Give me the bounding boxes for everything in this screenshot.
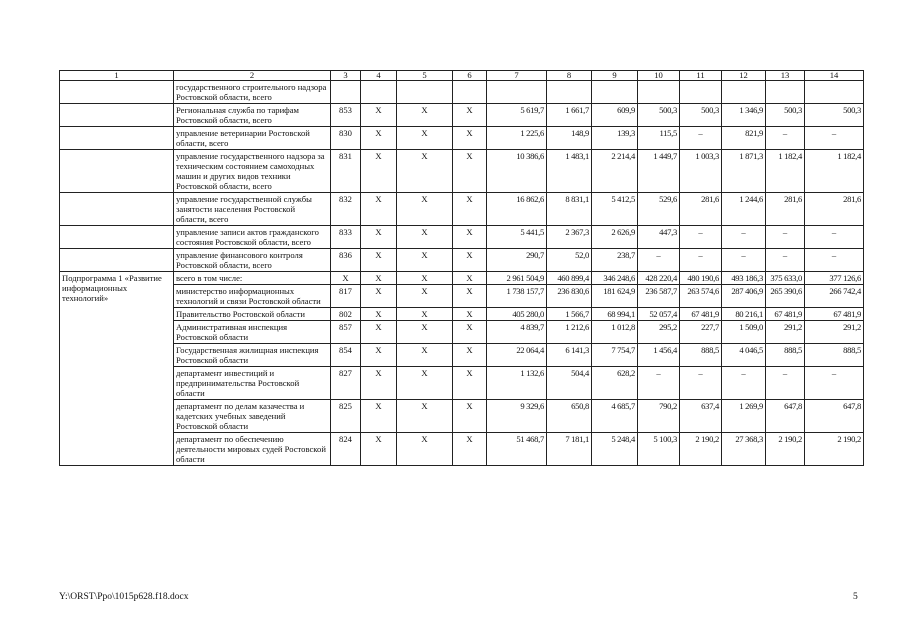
marker-cell: Х xyxy=(397,226,453,249)
amount-cell: 1 509,0 xyxy=(722,321,766,344)
marker-cell: Х xyxy=(361,193,397,226)
executor-name: управление записи актов гражданского состояния Ростовской области, всего xyxy=(174,226,331,249)
marker-cell: Х xyxy=(397,367,453,400)
marker-cell: Х xyxy=(361,104,397,127)
amount-cell: 1 132,6 xyxy=(487,367,547,400)
executor-name: управление финансового контроля Ростовской области, всего xyxy=(174,249,331,272)
amount-cell: 493 186,3 xyxy=(722,272,766,285)
marker-cell: Х xyxy=(453,127,487,150)
amount-cell: 27 368,3 xyxy=(722,433,766,466)
amount-cell: 148,9 xyxy=(547,127,592,150)
amount-cell: 2 190,2 xyxy=(766,433,805,466)
amount-cell: 888,5 xyxy=(805,344,864,367)
marker-cell: Х xyxy=(453,249,487,272)
amount-cell: – xyxy=(805,249,864,272)
amount-cell: 500,3 xyxy=(805,104,864,127)
amount-cell: 51 468,7 xyxy=(487,433,547,466)
executor-name: государственного строительного надзора Ростовской области, всего xyxy=(174,81,331,104)
code-cell: Х xyxy=(331,272,361,285)
amount-cell: 265 390,6 xyxy=(766,285,805,308)
executor-name: всего в том числе: xyxy=(174,272,331,285)
code-cell xyxy=(331,81,361,104)
column-number-5: 5 xyxy=(397,71,453,81)
amount-cell: 1 003,3 xyxy=(680,150,722,193)
marker-cell: Х xyxy=(397,150,453,193)
amount-cell: 263 574,6 xyxy=(680,285,722,308)
amount-cell: 1 182,4 xyxy=(766,150,805,193)
table-row xyxy=(60,127,864,150)
code-cell: 802 xyxy=(331,308,361,321)
amount-cell: 5 248,4 xyxy=(592,433,638,466)
executor-name: департамент по делам казачества и кадетских учебных заведений Ростовской области xyxy=(174,400,331,433)
amount-cell xyxy=(638,81,680,104)
table-row xyxy=(60,433,864,466)
table-row xyxy=(60,81,864,104)
amount-cell: 5 441,5 xyxy=(487,226,547,249)
amount-cell: 1 012,8 xyxy=(592,321,638,344)
column-number-12: 12 xyxy=(722,71,766,81)
amount-cell: 1 738 157,7 xyxy=(487,285,547,308)
amount-cell: 139,3 xyxy=(592,127,638,150)
marker-cell: Х xyxy=(453,433,487,466)
marker-cell: Х xyxy=(453,193,487,226)
amount-cell: 295,2 xyxy=(638,321,680,344)
marker-cell: Х xyxy=(397,193,453,226)
table-row xyxy=(60,150,864,193)
code-cell: 830 xyxy=(331,127,361,150)
amount-cell: 281,6 xyxy=(805,193,864,226)
amount-cell: 266 742,4 xyxy=(805,285,864,308)
amount-cell: – xyxy=(680,367,722,400)
amount-cell: – xyxy=(805,367,864,400)
marker-cell: Х xyxy=(453,367,487,400)
amount-cell: – xyxy=(722,249,766,272)
marker-cell: Х xyxy=(397,127,453,150)
marker-cell: Х xyxy=(361,226,397,249)
amount-cell: 68 994,1 xyxy=(592,308,638,321)
amount-cell: 377 126,6 xyxy=(805,272,864,285)
amount-cell: 1 456,4 xyxy=(638,344,680,367)
marker-cell: Х xyxy=(361,308,397,321)
marker-cell: Х xyxy=(361,400,397,433)
marker-cell: Х xyxy=(453,285,487,308)
marker-cell: Х xyxy=(361,272,397,285)
amount-cell: 500,3 xyxy=(638,104,680,127)
amount-cell: – xyxy=(680,249,722,272)
column-number-9: 9 xyxy=(592,71,638,81)
amount-cell: 2 190,2 xyxy=(680,433,722,466)
program-name xyxy=(60,150,174,193)
code-cell: 832 xyxy=(331,193,361,226)
code-cell: 857 xyxy=(331,321,361,344)
amount-cell: 5 412,5 xyxy=(592,193,638,226)
code-cell: 853 xyxy=(331,104,361,127)
amount-cell xyxy=(722,81,766,104)
amount-cell: – xyxy=(805,127,864,150)
amount-cell: 4 685,7 xyxy=(592,400,638,433)
amount-cell: 281,6 xyxy=(680,193,722,226)
table-row xyxy=(60,400,864,433)
amount-cell: – xyxy=(638,367,680,400)
amount-cell: 67 481,9 xyxy=(805,308,864,321)
page-number: 5 xyxy=(853,592,858,602)
amount-cell: – xyxy=(722,226,766,249)
amount-cell: 1 346,9 xyxy=(722,104,766,127)
amount-cell: 428 220,4 xyxy=(638,272,680,285)
column-number-3: 3 xyxy=(331,71,361,81)
amount-cell: 8 831,1 xyxy=(547,193,592,226)
amount-cell xyxy=(547,81,592,104)
amount-cell: 1 244,6 xyxy=(722,193,766,226)
marker-cell: Х xyxy=(397,249,453,272)
amount-cell: 287 406,9 xyxy=(722,285,766,308)
amount-cell: 2 367,3 xyxy=(547,226,592,249)
table-row xyxy=(60,193,864,226)
amount-cell: 4 839,7 xyxy=(487,321,547,344)
program-name xyxy=(60,127,174,150)
marker-cell: Х xyxy=(361,367,397,400)
executor-name: Региональная служба по тарифам Ростовской области, всего xyxy=(174,104,331,127)
column-number-1: 1 xyxy=(60,71,174,81)
program-name xyxy=(60,193,174,226)
table-row xyxy=(60,321,864,344)
marker-cell: Х xyxy=(453,344,487,367)
amount-cell xyxy=(680,81,722,104)
amount-cell: 2 190,2 xyxy=(805,433,864,466)
amount-cell: 2 961 504,9 xyxy=(487,272,547,285)
marker-cell: Х xyxy=(361,344,397,367)
amount-cell: – xyxy=(766,367,805,400)
amount-cell: 80 216,1 xyxy=(722,308,766,321)
marker-cell: Х xyxy=(397,433,453,466)
amount-cell: 67 481,9 xyxy=(680,308,722,321)
executor-name: управление государственного надзора за техническим состоянием самоходных машин и других видов техники Ростовской области, всего xyxy=(174,150,331,193)
marker-cell: Х xyxy=(361,321,397,344)
column-number-14: 14 xyxy=(805,71,864,81)
amount-cell: 647,8 xyxy=(766,400,805,433)
marker-cell: Х xyxy=(453,104,487,127)
amount-cell: 291,2 xyxy=(805,321,864,344)
table-row xyxy=(60,226,864,249)
amount-cell: 6 141,3 xyxy=(547,344,592,367)
executor-name: управление государственной службы занятости населения Ростовской области, всего xyxy=(174,193,331,226)
amount-cell: 888,5 xyxy=(680,344,722,367)
program-name xyxy=(60,226,174,249)
column-number-10: 10 xyxy=(638,71,680,81)
amount-cell: 1 566,7 xyxy=(547,308,592,321)
marker-cell xyxy=(453,81,487,104)
column-number-6: 6 xyxy=(453,71,487,81)
amount-cell: 405 280,0 xyxy=(487,308,547,321)
code-cell: 817 xyxy=(331,285,361,308)
amount-cell: – xyxy=(766,127,805,150)
program-name xyxy=(60,81,174,104)
executor-name: Правительство Ростовской области xyxy=(174,308,331,321)
amount-cell: 2 214,4 xyxy=(592,150,638,193)
marker-cell: Х xyxy=(361,433,397,466)
marker-cell: Х xyxy=(453,308,487,321)
amount-cell: 1 483,1 xyxy=(547,150,592,193)
marker-cell: Х xyxy=(397,285,453,308)
amount-cell: 529,6 xyxy=(638,193,680,226)
executor-name: департамент инвестиций и предпринимательства Ростовской области xyxy=(174,367,331,400)
amount-cell xyxy=(805,81,864,104)
amount-cell: 16 862,6 xyxy=(487,193,547,226)
amount-cell: 500,3 xyxy=(680,104,722,127)
code-cell: 824 xyxy=(331,433,361,466)
amount-cell: 346 248,6 xyxy=(592,272,638,285)
amount-cell: 7 754,7 xyxy=(592,344,638,367)
marker-cell: Х xyxy=(361,150,397,193)
code-cell: 833 xyxy=(331,226,361,249)
marker-cell: Х xyxy=(397,104,453,127)
column-number-7: 7 xyxy=(487,71,547,81)
amount-cell: 5 100,3 xyxy=(638,433,680,466)
marker-cell: Х xyxy=(453,400,487,433)
amount-cell: 1 661,7 xyxy=(547,104,592,127)
amount-cell: – xyxy=(680,127,722,150)
code-cell: 825 xyxy=(331,400,361,433)
code-cell: 831 xyxy=(331,150,361,193)
amount-cell xyxy=(487,81,547,104)
amount-cell xyxy=(766,81,805,104)
amount-cell: 650,8 xyxy=(547,400,592,433)
marker-cell: Х xyxy=(453,226,487,249)
amount-cell: 500,3 xyxy=(766,104,805,127)
budget-table xyxy=(59,70,864,466)
executor-name: Государственная жилищная инспекция Ростовской области xyxy=(174,344,331,367)
amount-cell: – xyxy=(766,249,805,272)
amount-cell: 52,0 xyxy=(547,249,592,272)
amount-cell: 821,9 xyxy=(722,127,766,150)
marker-cell: Х xyxy=(397,321,453,344)
amount-cell xyxy=(592,81,638,104)
amount-cell: 460 899,4 xyxy=(547,272,592,285)
amount-cell: 238,7 xyxy=(592,249,638,272)
code-cell: 827 xyxy=(331,367,361,400)
table-row xyxy=(60,308,864,321)
table-row xyxy=(60,104,864,127)
marker-cell: Х xyxy=(453,150,487,193)
amount-cell: 375 633,0 xyxy=(766,272,805,285)
amount-cell: 637,4 xyxy=(680,400,722,433)
amount-cell: 52 057,4 xyxy=(638,308,680,321)
executor-name: управление ветеринарии Ростовской области, всего xyxy=(174,127,331,150)
amount-cell: 10 386,6 xyxy=(487,150,547,193)
amount-cell: 628,2 xyxy=(592,367,638,400)
table-row xyxy=(60,249,864,272)
column-number-2: 2 xyxy=(174,71,331,81)
amount-cell: – xyxy=(766,226,805,249)
marker-cell: Х xyxy=(397,308,453,321)
amount-cell: 480 190,6 xyxy=(680,272,722,285)
column-number-11: 11 xyxy=(680,71,722,81)
amount-cell: 281,6 xyxy=(766,193,805,226)
executor-name: министерство информационных технологий и связи Ростовской области xyxy=(174,285,331,308)
amount-cell: 67 481,9 xyxy=(766,308,805,321)
amount-cell: 290,7 xyxy=(487,249,547,272)
amount-cell: 227,7 xyxy=(680,321,722,344)
amount-cell: 1 449,7 xyxy=(638,150,680,193)
table-row xyxy=(60,272,864,285)
code-cell: 854 xyxy=(331,344,361,367)
table-row xyxy=(60,344,864,367)
executor-name: Административная инспекция Ростовской области xyxy=(174,321,331,344)
amount-cell: 1 225,6 xyxy=(487,127,547,150)
marker-cell: Х xyxy=(361,249,397,272)
amount-cell: 2 626,9 xyxy=(592,226,638,249)
program-name: Подпрограмма 1 «Развитие информационных технологий» xyxy=(60,272,174,466)
amount-cell: 22 064,4 xyxy=(487,344,547,367)
code-cell: 836 xyxy=(331,249,361,272)
amount-cell: – xyxy=(805,226,864,249)
marker-cell: Х xyxy=(361,127,397,150)
amount-cell: 236 830,6 xyxy=(547,285,592,308)
amount-cell: 291,2 xyxy=(766,321,805,344)
amount-cell: 181 624,9 xyxy=(592,285,638,308)
amount-cell: 236 587,7 xyxy=(638,285,680,308)
amount-cell: 647,8 xyxy=(805,400,864,433)
amount-cell: 9 329,6 xyxy=(487,400,547,433)
header-row xyxy=(60,71,864,81)
amount-cell: 1 269,9 xyxy=(722,400,766,433)
amount-cell: 790,2 xyxy=(638,400,680,433)
marker-cell: Х xyxy=(453,272,487,285)
marker-cell: Х xyxy=(397,344,453,367)
amount-cell: 4 046,5 xyxy=(722,344,766,367)
amount-cell: 1 212,6 xyxy=(547,321,592,344)
marker-cell: Х xyxy=(361,285,397,308)
amount-cell: 447,3 xyxy=(638,226,680,249)
amount-cell: – xyxy=(680,226,722,249)
amount-cell: 1 871,3 xyxy=(722,150,766,193)
table-row xyxy=(60,367,864,400)
amount-cell: 504,4 xyxy=(547,367,592,400)
marker-cell: Х xyxy=(397,272,453,285)
column-number-4: 4 xyxy=(361,71,397,81)
amount-cell: 5 619,7 xyxy=(487,104,547,127)
amount-cell: 115,5 xyxy=(638,127,680,150)
marker-cell: Х xyxy=(453,321,487,344)
marker-cell: Х xyxy=(397,400,453,433)
file-path: Y:\ORST\Ppo\1015p628.f18.docx xyxy=(59,592,189,602)
amount-cell: 888,5 xyxy=(766,344,805,367)
program-name xyxy=(60,104,174,127)
amount-cell: 7 181,1 xyxy=(547,433,592,466)
marker-cell xyxy=(397,81,453,104)
amount-cell: – xyxy=(722,367,766,400)
amount-cell: 609,9 xyxy=(592,104,638,127)
column-number-13: 13 xyxy=(766,71,805,81)
program-name xyxy=(60,249,174,272)
column-number-8: 8 xyxy=(547,71,592,81)
amount-cell: – xyxy=(638,249,680,272)
executor-name: департамент по обеспечению деятельности мировых судей Ростовской области xyxy=(174,433,331,466)
table-row xyxy=(60,285,864,308)
amount-cell: 1 182,4 xyxy=(805,150,864,193)
marker-cell xyxy=(361,81,397,104)
